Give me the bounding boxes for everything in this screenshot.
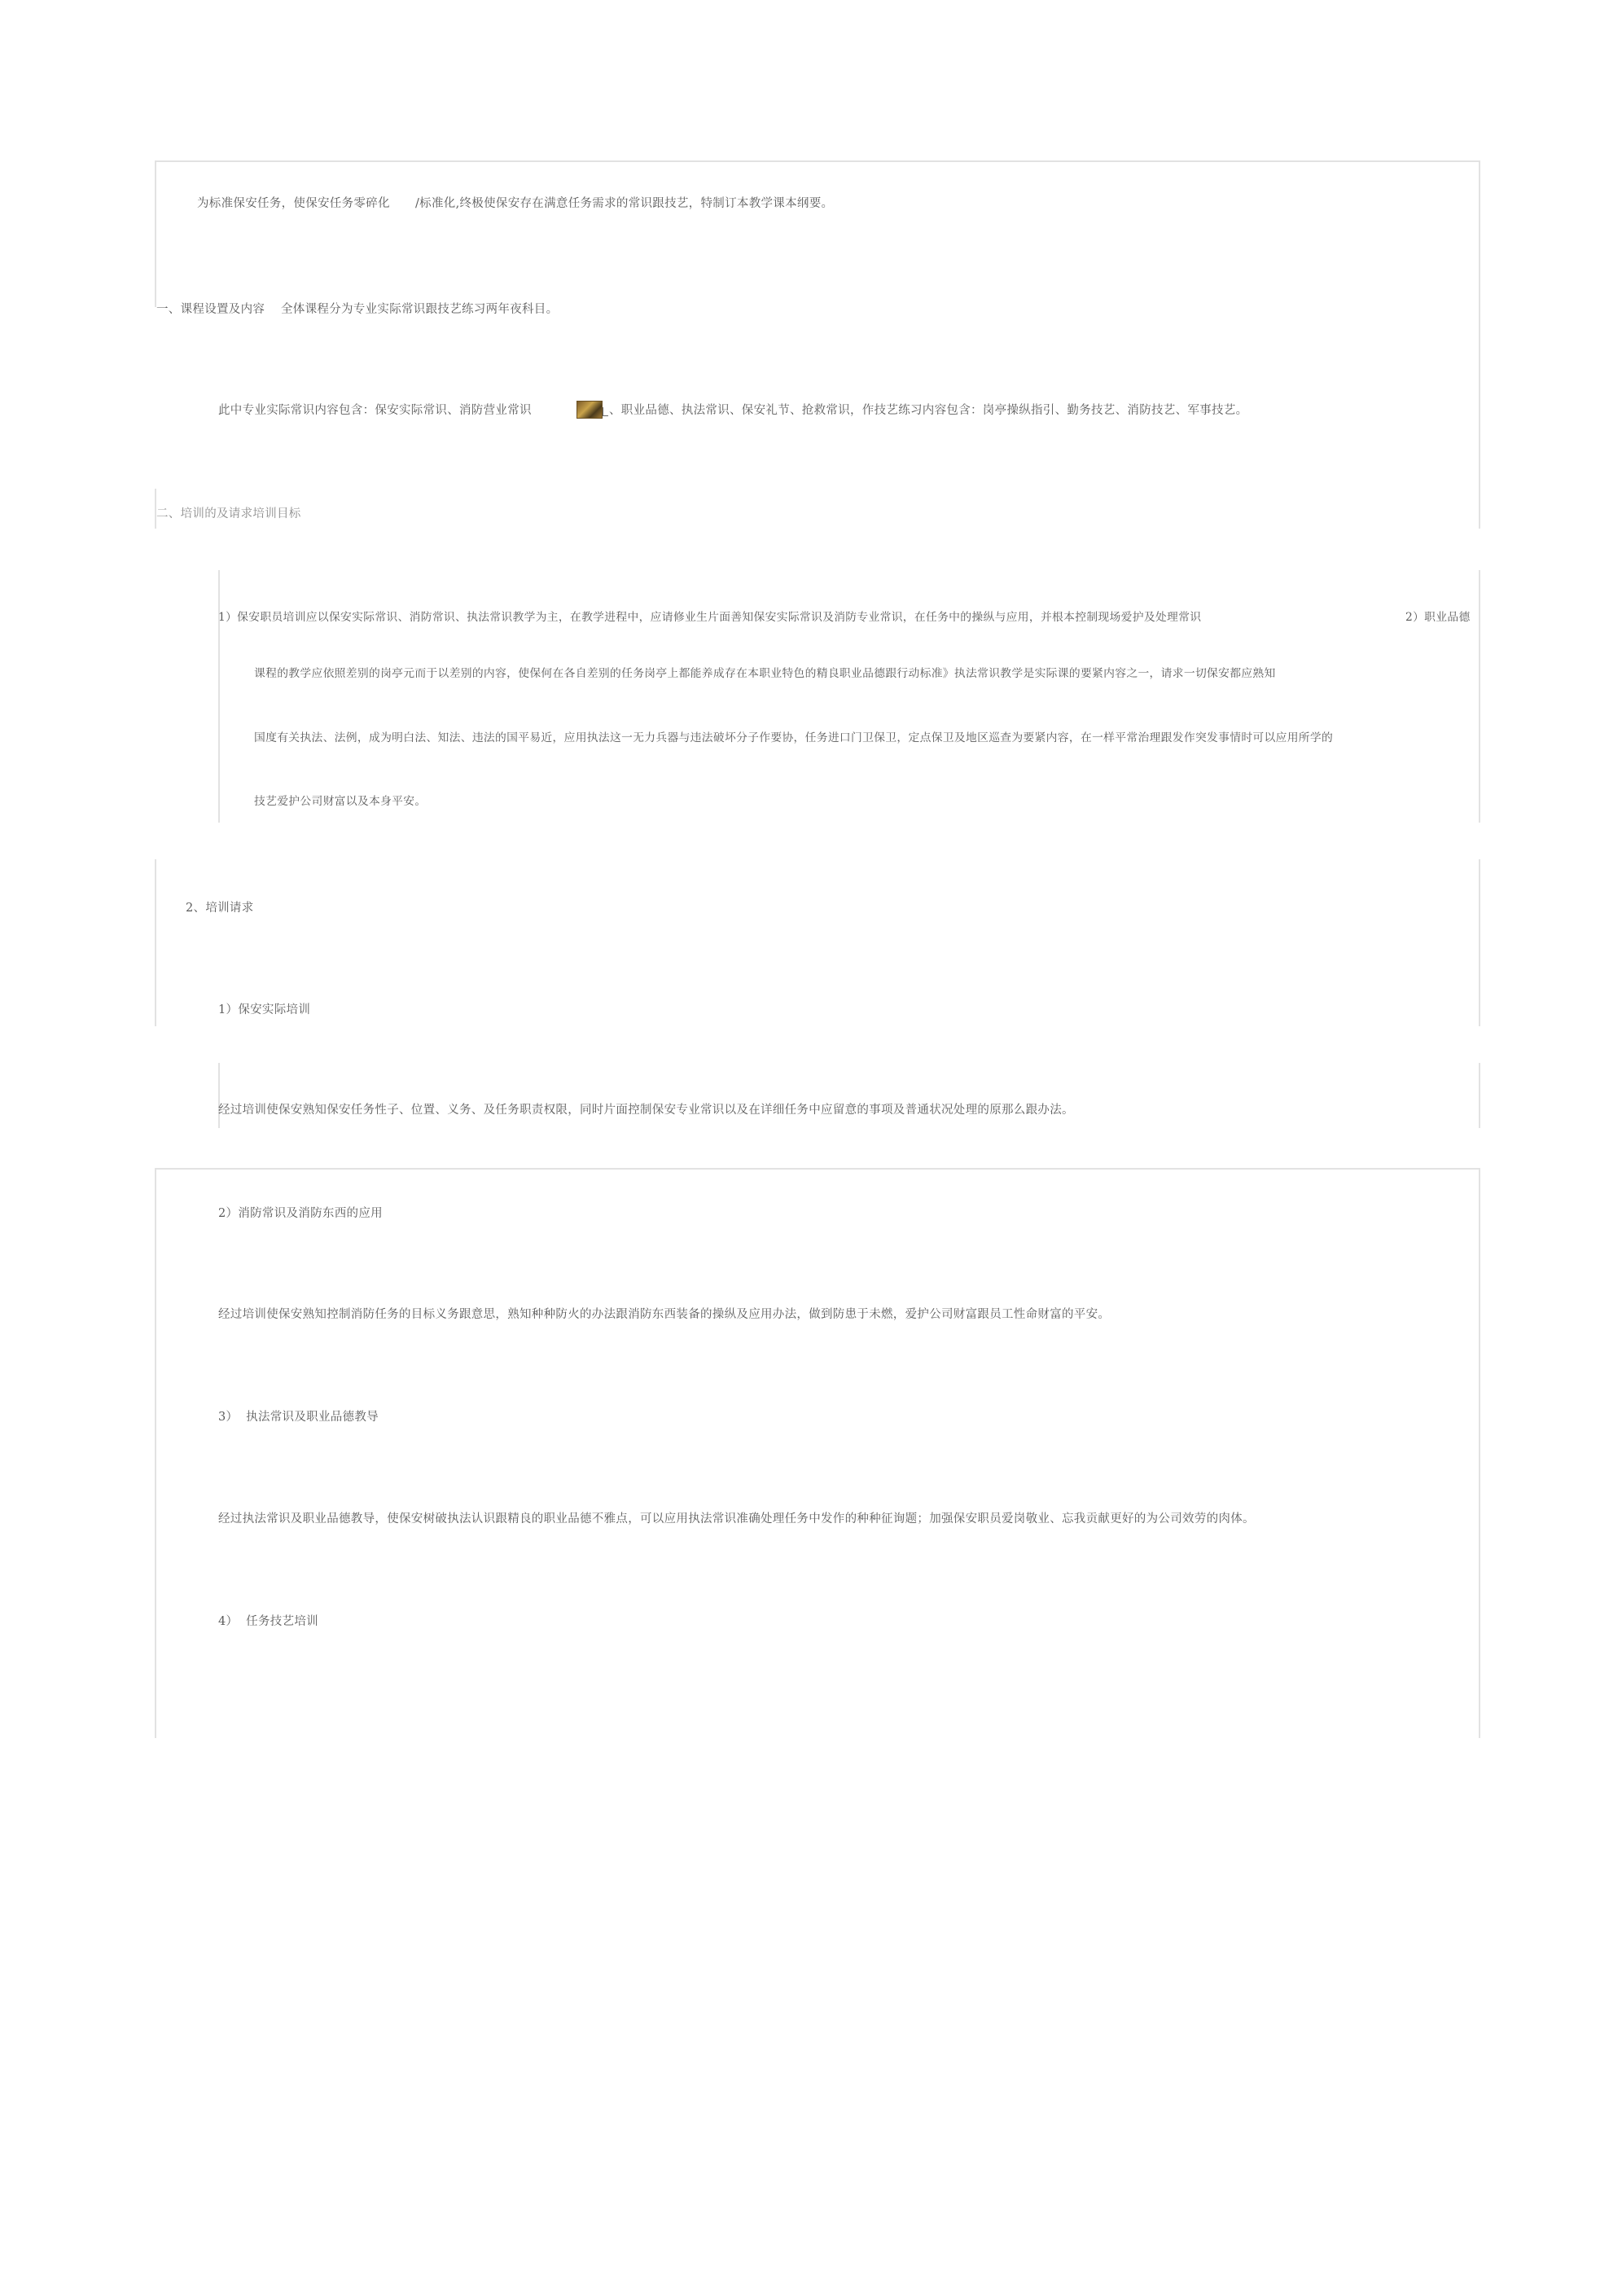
frame-top-line-5 [155, 1168, 1480, 1170]
section2-item2-label: 2）职业品德 [1405, 611, 1471, 624]
requirements-sub3-text: 经过执法常识及职业品德教导，使保安树破执法认识跟精良的职业品德不雅点，可以应用执法常识准确处理任务中发作的种种征询题；加强保安职员爱岗敬业、忘我贡献更好的为公司效劳的肉体。 [218, 1512, 1255, 1526]
requirements-heading: 2、培训请求 [186, 902, 254, 915]
section2-item-line4: 技艺爱护公司财富以及本身平安。 [254, 795, 427, 808]
section1-content-part2: 、职业品德、执法常识、保安礼节、抢救常识，作技艺练习内容包含：岗亭操纵指引、勤务技艺、消防技艺、军事技艺。 [609, 404, 1248, 417]
frame-right-line-1 [1479, 160, 1480, 529]
section1-heading: 一、课程设置及内容 [156, 303, 265, 316]
frame-left-line-2 [218, 570, 220, 823]
frame-left-line-3 [155, 859, 156, 1026]
frame-top-line [155, 160, 1480, 162]
section1-content-part1: 此中专业实际常识内容包含：保安实际常识、消防营业常识 [218, 404, 532, 417]
thumbnail-marker-icon [603, 407, 608, 416]
requirements-sub1-title: 1）保安实际培训 [218, 1003, 311, 1016]
intro-text-part1: 为标准保安任务，使保安任务零碎化 [197, 197, 390, 210]
requirements-sub2-title: 2）消防常识及消防东西的应用 [218, 1207, 383, 1220]
section2-item1-line1: 1）保安职员培训应以保安实际常识、消防常识、执法常识教学为主，在教学进程中，应请修业生片面善知保安实际常识及消防专业常识，在任务中的操纵与应用，并根本控制现场爱护及处理常识 [218, 611, 1202, 624]
requirements-sub1-text: 经过培训使保安熟知保安任务性子、位置、义务、及任务职责权限，同时片面控制保安专业常识以及在详细任务中应留意的事项及普通状况处理的原那么跟办法。 [218, 1104, 1074, 1117]
frame-right-line-3 [1479, 859, 1480, 1026]
frame-right-line-5 [1479, 1168, 1480, 1738]
section1-text: 全体课程分为专业实际常识跟技艺练习两年夜科目。 [281, 303, 559, 316]
section2-heading: 二、培训的及请求培训目标 [156, 507, 301, 520]
section2-item-line3: 国度有关执法、法例，成为明白法、知法、违法的国平易近，应用执法这一无力兵器与违法破坏分子作要协，任务进口门卫保卫，定点保卫及地区巡查为要紧内容，在一样平常治理跟发作突发事情时可以应用所学的 [254, 731, 1334, 744]
image-thumbnail-icon [576, 401, 603, 419]
requirements-sub3-title: 3） 执法常识及职业品德教导 [218, 1411, 379, 1424]
frame-left-line-5 [155, 1168, 156, 1738]
frame-left-line-1 [155, 160, 156, 307]
frame-left-line-4 [218, 1063, 220, 1128]
frame-right-line-2 [1479, 570, 1480, 823]
intro-text-part2: /标准化,终极使保安存在满意任务需求的常识跟技艺，特制订本教学课本纲要。 [415, 197, 834, 210]
section2-item-line2: 课程的教学应依照差别的岗亭元而于以差别的内容，使保何在各自差别的任务岗亭上都能养成存在本职业特色的精良职业品德跟行动标准》执法常识教学是实际课的要紧内容之一，请求一切保安都应熟知 [254, 667, 1276, 680]
requirements-sub2-text: 经过培训使保安熟知控制消防任务的目标义务跟意思，熟知种种防火的办法跟消防东西装备的操纵及应用办法，做到防患于未燃，爱护公司财富跟员工性命财富的平安。 [218, 1308, 1111, 1321]
requirements-sub4-title: 4） 任务技艺培训 [218, 1615, 318, 1628]
frame-right-line-4 [1479, 1063, 1480, 1128]
